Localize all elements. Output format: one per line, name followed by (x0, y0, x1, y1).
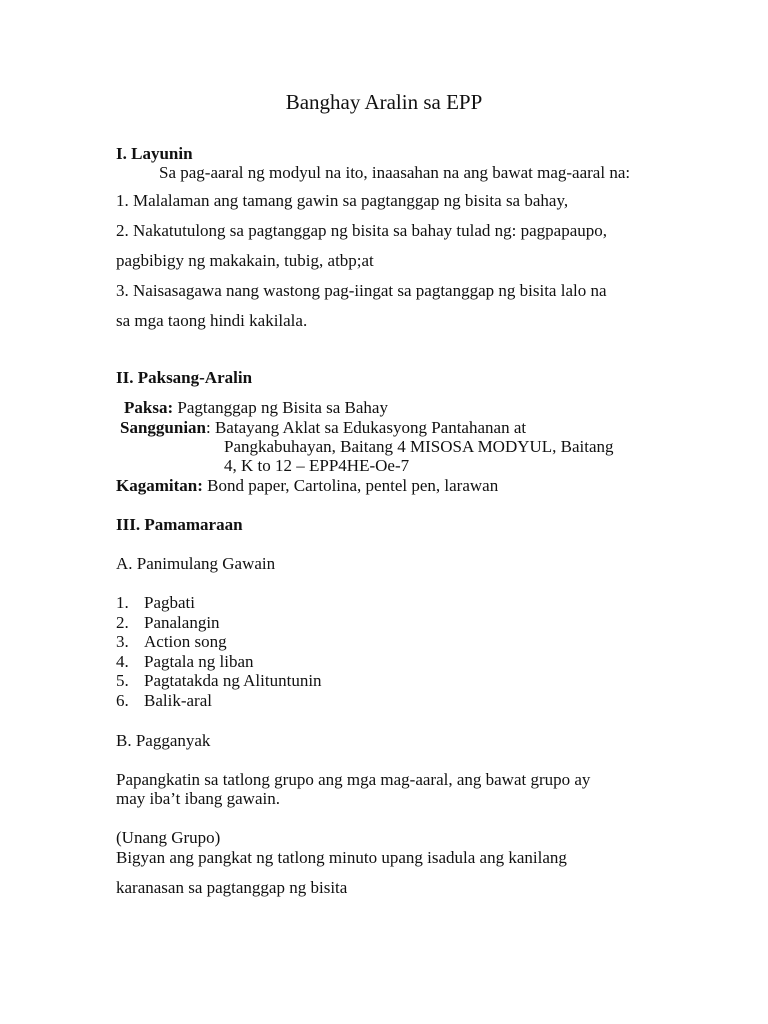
sanggunian-value-line-3: 4, K to 12 – EPP4HE-Oe-7 (224, 456, 410, 475)
list-item: 1. Pagbati (116, 593, 195, 612)
kagamitan-value: Bond paper, Cartolina, pentel pen, larawan (202, 476, 499, 495)
document-title: Banghay Aralin sa EPP (285, 90, 483, 114)
paksa-value: Pagtanggap ng Bisita sa Bahay (173, 398, 388, 417)
unang-grupo-label: (Unang Grupo) (116, 828, 221, 847)
section-pamamaraan-heading: III. Pamamaraan (116, 515, 243, 534)
sanggunian-value-line-1: : Batayang Aklat sa Edukasyong Pantahanan at (206, 418, 527, 437)
section-paksang-aralin-heading: II. Paksang-Aralin (116, 368, 253, 387)
pagganyak-paragraph-line-1: Papangkatin sa tatlong grupo ang mga mag-aaral, ang bawat grupo ay (116, 770, 591, 789)
list-item: 5. Pagtatakda ng Alituntunin (116, 671, 322, 690)
kagamitan-line (116, 476, 498, 496)
paksa-label: Paksa: (124, 398, 174, 417)
list-item: 3. Action song (116, 632, 227, 651)
section-layunin-heading: I. Layunin (116, 144, 193, 163)
sanggunian-line (120, 418, 526, 438)
pagganyak-heading: B. Pagganyak (116, 731, 211, 750)
list-item: 6. Balik-aral (116, 691, 212, 710)
paksa-line (124, 398, 388, 418)
list-item: 4. Pagtala ng liban (116, 652, 254, 671)
sanggunian-label: Sanggunian (120, 418, 206, 437)
objective-2-line-1: 2. Nakatutulong sa pagtanggap ng bisita sa bahay tulad ng: pagpapaupo, (116, 221, 607, 240)
unang-grupo-line-1: Bigyan ang pangkat ng tatlong minuto upang isadula ang kanilang (116, 848, 567, 867)
panimulang-gawain-heading: A. Panimulang Gawain (116, 554, 276, 573)
layunin-intro: Sa pag-aaral ng modyul na ito, inaasahan na ang bawat mag-aaral na: (159, 163, 631, 182)
objective-2-line-2: pagbibigy ng makakain, tubig, atbp;at (116, 251, 374, 270)
unang-grupo-line-2: karanasan sa pagtanggap ng bisita (116, 878, 348, 897)
kagamitan-label: Kagamitan: (116, 476, 203, 495)
sanggunian-value-line-2: Pangkabuhayan, Baitang 4 MISOSA MODYUL, Baitang (224, 437, 614, 456)
objective-3-line-1: 3. Naisasagawa nang wastong pag-iingat sa pagtanggap ng bisita lalo na (116, 281, 607, 300)
objective-1: 1. Malalaman ang tamang gawin sa pagtanggap ng bisita sa bahay, (116, 191, 569, 210)
objective-3-line-2: sa mga taong hindi kakilala. (116, 311, 308, 330)
pagganyak-paragraph-line-2: may iba’t ibang gawain. (116, 789, 280, 808)
list-item: 2. Panalangin (116, 613, 220, 632)
